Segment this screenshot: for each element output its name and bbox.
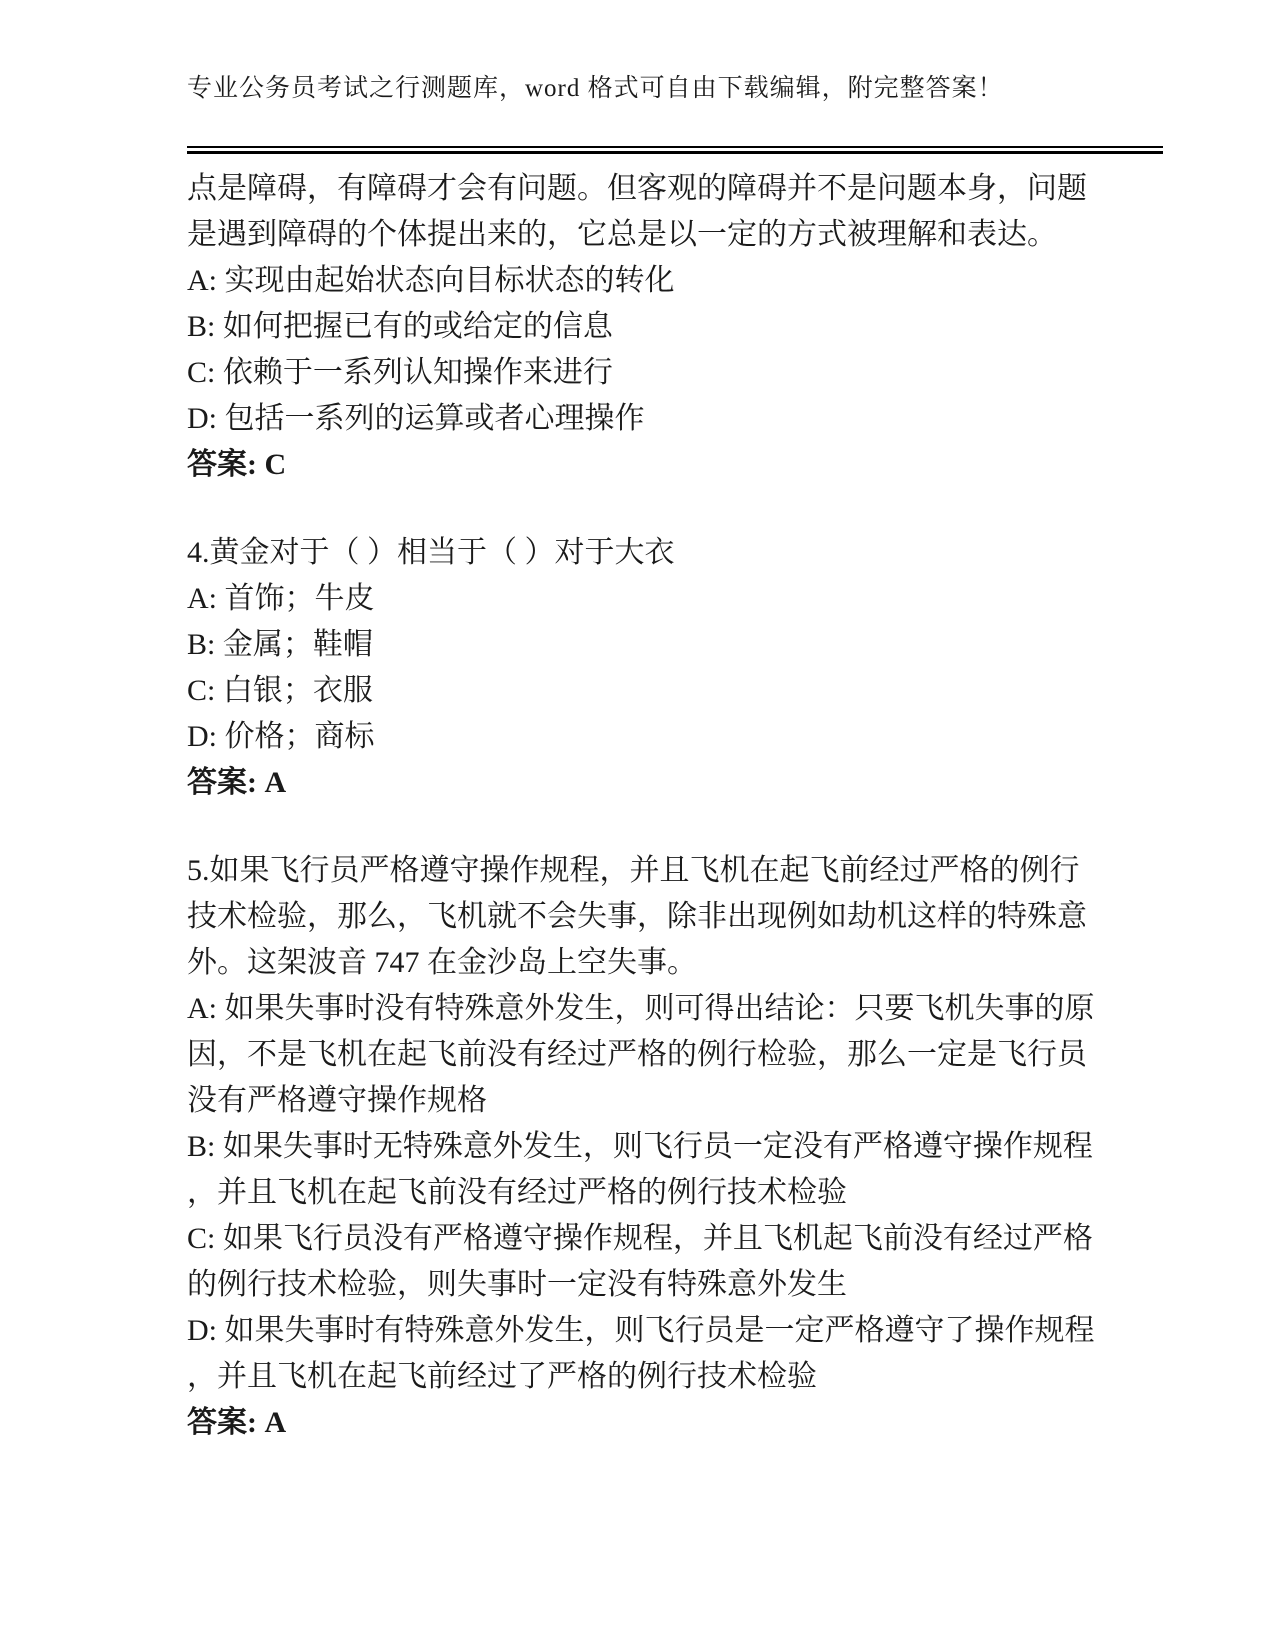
- header-divider-rule: [187, 146, 1163, 154]
- question-5-option-b-line-2: ，并且飞机在起飞前没有经过严格的例行技术检验: [187, 1176, 847, 1209]
- question-3-option-d: D: 包括一系列的运算或者心理操作: [187, 402, 645, 435]
- question-3-answer: 答案: C: [187, 448, 287, 481]
- question-5-stem-line-1: 5.如果飞行员严格遵守操作规程，并且飞机在起飞前经过严格的例行: [187, 854, 1080, 887]
- question-4-stem-line-1: 4.黄金对于（ ）相当于（ ）对于大衣: [187, 536, 675, 569]
- question-block-3: [187, 166, 1163, 488]
- question-5-option-c-line-2: 的例行技术检验，则失事时一定没有特殊意外发生: [187, 1268, 847, 1301]
- question-4-option-d: D: 价格；商标: [187, 720, 375, 753]
- question-5-stem-line-3: 外。这架波音 747 在金沙岛上空失事。: [187, 946, 697, 979]
- question-4-option-b: B: 金属；鞋帽: [187, 628, 373, 661]
- question-block-5: [187, 848, 1163, 1446]
- question-block-4: [187, 530, 1163, 806]
- question-5-option-d-line-1: D: 如果失事时有特殊意外发生，则飞行员是一定严格遵守了操作规程: [187, 1314, 1095, 1347]
- question-3-option-c: C: 依赖于一系列认知操作来进行: [187, 356, 613, 389]
- question-5-option-a-line-2: 因，不是飞机在起飞前没有经过严格的例行检验，那么一定是飞行员: [187, 1038, 1087, 1071]
- question-5-answer: 答案: A: [187, 1406, 287, 1439]
- question-4-option-a: A: 首饰；牛皮: [187, 582, 375, 615]
- question-5-option-c-line-1: C: 如果飞行员没有严格遵守操作规程，并且飞机起飞前没有经过严格: [187, 1222, 1093, 1255]
- question-4-option-c: C: 白银；衣服: [187, 674, 373, 707]
- question-3-stem-line-2: 是遇到障碍的个体提出来的，它总是以一定的方式被理解和表达。: [187, 218, 1057, 251]
- question-5-option-a-line-3: 没有严格遵守操作规格: [187, 1084, 487, 1117]
- document-body: [187, 166, 1163, 1446]
- question-4-answer: 答案: A: [187, 766, 287, 799]
- question-3-option-a: A: 实现由起始状态向目标状态的转化: [187, 264, 675, 297]
- question-5-option-a-line-1: A: 如果失事时没有特殊意外发生，则可得出结论：只要飞机失事的原: [187, 992, 1095, 1025]
- question-3-stem-line-1: 点是障碍，有障碍才会有问题。但客观的障碍并不是问题本身，问题: [187, 172, 1087, 205]
- question-5-option-d-line-2: ，并且飞机在起飞前经过了严格的例行技术检验: [187, 1360, 817, 1393]
- page-header-title: 专业公务员考试之行测题库，word 格式可自由下载编辑，附完整答案！: [187, 75, 1004, 102]
- question-3-option-b: B: 如何把握已有的或给定的信息: [187, 310, 613, 343]
- question-5-option-b-line-1: B: 如果失事时无特殊意外发生，则飞行员一定没有严格遵守操作规程: [187, 1130, 1093, 1163]
- question-5-stem-line-2: 技术检验，那么，飞机就不会失事，除非出现例如劫机这样的特殊意: [187, 900, 1087, 933]
